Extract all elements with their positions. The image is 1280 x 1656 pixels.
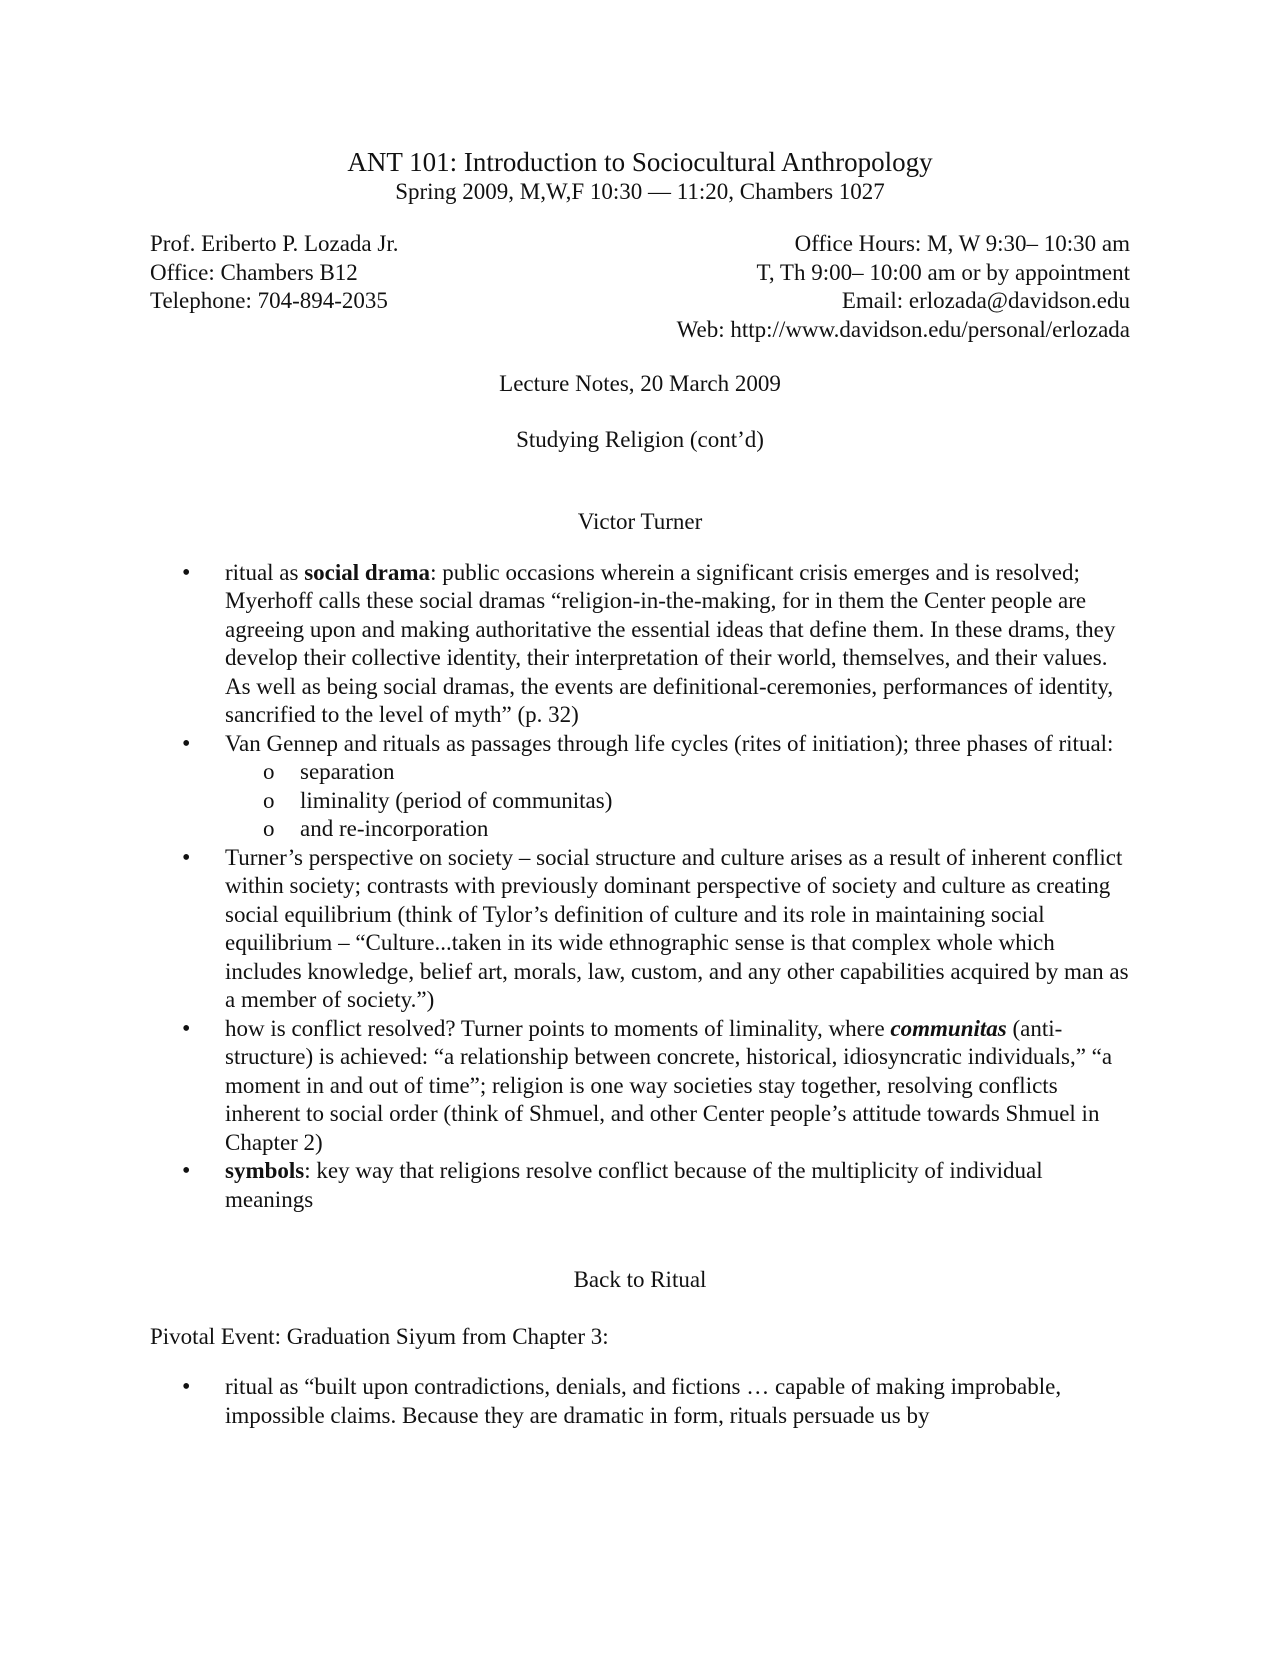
bullet-1-bold: social drama bbox=[304, 559, 431, 585]
phase-item: o and re-incorporation bbox=[225, 815, 1130, 844]
instructor-name: Prof. Eriberto P. Lozada Jr. bbox=[150, 231, 399, 256]
web-address: Web: http://www.davidson.edu/personal/erlozada bbox=[676, 316, 1130, 342]
instructor-telephone: Telephone: 704-894-2035 bbox=[150, 288, 388, 313]
bullet-symbols bbox=[150, 1157, 1130, 1214]
bullet-1-text-post: : public occasions wherein a significant crisis emerges and is resolved; Myerhoff calls these social dramas “religion-in-the-making, for in them the Center people are agreeing upon and making authoritative the essential ideas that define them. In these drams, they develop their collective identity, their interpretation of their world, themselves, and their values. As well as being social dramas, the events are definitional-ceremonies, performances of identity, sancrified to the level of myth” (p. 32) bbox=[225, 559, 1116, 727]
bullet-van-gennep bbox=[150, 730, 1130, 844]
course-info bbox=[150, 230, 1130, 344]
phase-item: o separation bbox=[225, 758, 1130, 787]
email: Email: erlozada@davidson.edu bbox=[841, 288, 1130, 313]
bullet-social-drama bbox=[150, 559, 1130, 730]
bullet-5-text-post: : key way that religions resolve conflict because of the multiplicity of individual meanings bbox=[225, 1158, 1043, 1212]
page-content bbox=[150, 146, 1130, 1430]
bullet-4-bold: communitas bbox=[890, 1015, 1007, 1041]
bullet-4-text-pre: how is conflict resolved? Turner points to moments of liminality, where bbox=[225, 1015, 891, 1041]
section-heading-turner: Victor Turner bbox=[577, 509, 703, 534]
course-schedule: Spring 2009, M,W,F 10:30 — 11:20, Chambers 1027 bbox=[395, 179, 885, 204]
office-hours-2: T, Th 9:00– 10:00 am or by appointment bbox=[756, 259, 1130, 285]
bullet-ritual-contradictions: • ritual as “built upon contradictions, denials, and fictions … capable of making improbable, impossible claims. Because they are dramatic in form, rituals persuade us by bbox=[150, 1373, 1130, 1430]
ritual-phases-list bbox=[225, 758, 1130, 844]
bullet-turner-perspective: • Turner’s perspective on society – social structure and culture arises as a result of inherent conflict within society; contrasts with previously dominant perspective of society and culture as creating social equilibrium (think of Tylor’s definition of culture and its role in maintaining social equilibrium – “Culture...taken in its wide ethnographic sense is that complex whole which includes knowledge, belief art, morals, law, custom, and any other capabilities acquired by man as a member of society.”) bbox=[150, 844, 1130, 1015]
phase-item: o liminality (period of communitas) bbox=[225, 787, 1130, 816]
bullet-5-bold: symbols bbox=[225, 1158, 305, 1183]
office-hours-1: Office Hours: M, W 9:30– 10:30 am bbox=[794, 231, 1130, 256]
turner-bullet-list bbox=[150, 559, 1130, 1215]
pivotal-event: Pivotal Event: Graduation Siyum from Chapter 3: bbox=[150, 1323, 609, 1349]
bullet-conflict-resolved bbox=[150, 1015, 1130, 1158]
bullet-2-text: Van Gennep and rituals as passages through life cycles (rites of initiation); three phases of ritual: bbox=[225, 730, 1114, 756]
instructor-block bbox=[150, 230, 398, 344]
bullet-4-text-post: (anti-structure) is achieved: “a relationship between concrete, historical, idiosyncratic individuals,” “a moment in and out of time”; religion is one way societies stay together, resolving conflicts inherent to social order (think of Shmuel, and other Center people’s attitude towards Shmuel in Chapter 2) bbox=[225, 1015, 1113, 1155]
contact-block bbox=[677, 230, 1130, 344]
instructor-office: Office: Chambers B12 bbox=[150, 259, 358, 285]
course-title: ANT 101: Introduction to Sociocultural Anthropology bbox=[347, 147, 933, 177]
lecture-topic: Studying Religion (cont’d) bbox=[516, 426, 764, 452]
bullet-1-text-pre: ritual as bbox=[225, 559, 305, 585]
section-heading-ritual: Back to Ritual bbox=[573, 1267, 707, 1292]
ritual-bullet-list bbox=[150, 1373, 1130, 1430]
lecture-date: Lecture Notes, 20 March 2009 bbox=[499, 371, 781, 396]
